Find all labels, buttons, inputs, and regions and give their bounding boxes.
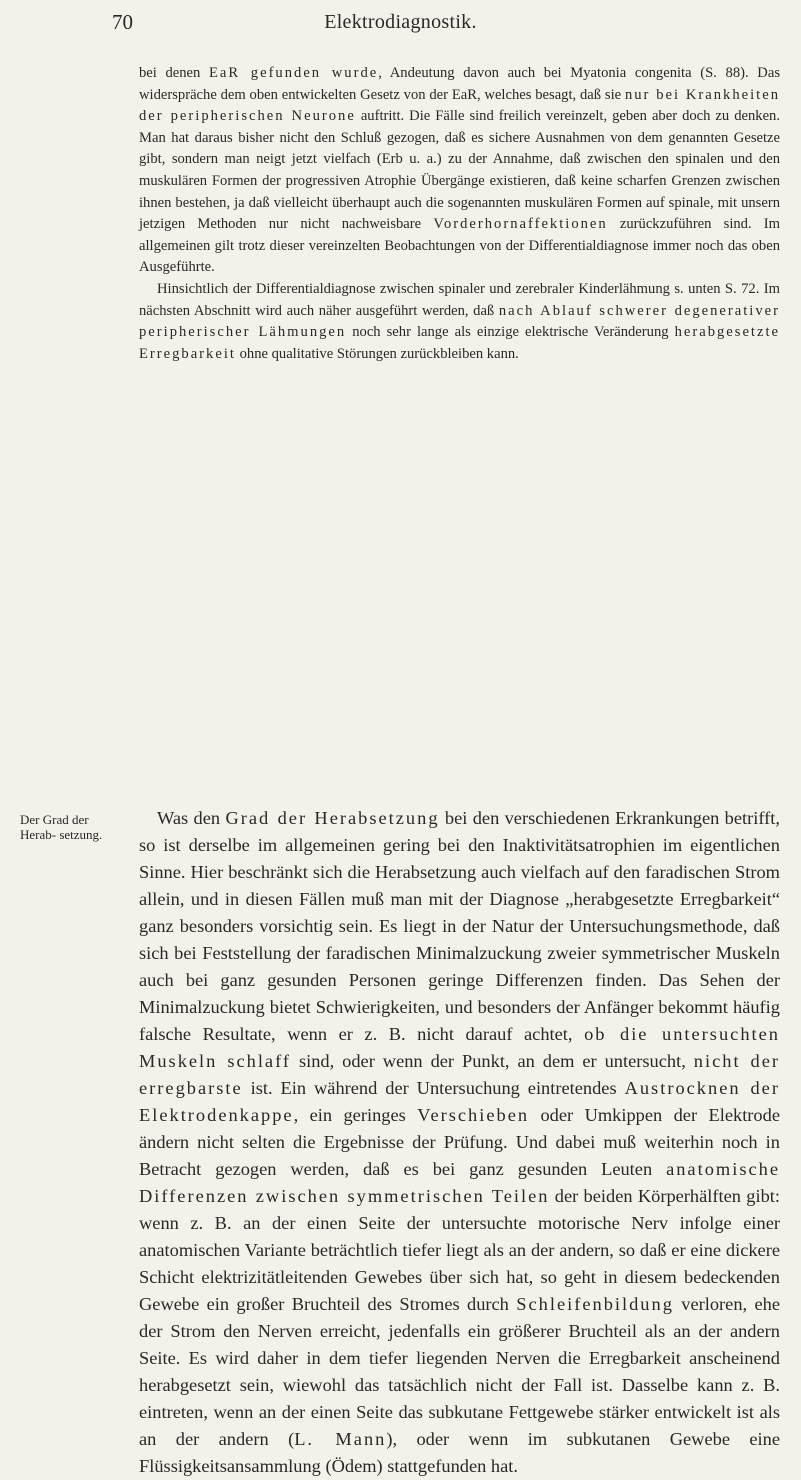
spaced-emphasis: nicht der erregbarste [139, 1051, 780, 1098]
small-text-block [139, 63, 780, 365]
spaced-emphasis: anatomische Differenzen zwischen symmetrischen Teilen [139, 1159, 780, 1206]
spaced-emphasis: Austrocknen der Elektrodenkappe [139, 1078, 780, 1125]
page-number: 70 [112, 10, 133, 34]
running-title: Elektrodiagnostik. [324, 11, 477, 33]
spaced-emphasis: Vorderhornaffektionen [433, 216, 608, 233]
spaced-emphasis: Grad der Herabsetzung [225, 808, 440, 828]
spaced-emphasis: herabgesetzte Erregbarkeit [139, 324, 780, 362]
paragraph: bei denen EaR gefunden wurde, Andeutung davon auch bei Myatonia congenita (S. 88). Das widerspräche dem oben entwickelten Gesetz von der EaR, welches besagt, daß sie nur bei Krankheiten der peripherischen Neurone auftritt. Die Fälle sind freilich vereinzelt, geben aber doch zu denken. Man hat daraus bisher nicht den Schluß gezogen, daß es sichere Ausnahmen von dem genannten Gesetze gibt, sondern man neigt jetzt vielfach (Erb u. a.) zu der Annahme, daß zwischen den spinalen und den muskulären Formen der progressiven Atrophie Übergänge existieren, daß keine scharfen Grenzen zwischen ihnen bestehen, ja daß vielleicht überhaupt auch die sogenannten muskulären Formen auf spinale, mit unsern jetzigen Methoden nur nicht nachweisbare Vorderhornaffektionen zurückzuführen sind. Im allgemeinen gilt trotz dieser vereinzelten Beobachtungen von der Differentialdiagnose immer noch das oben Ausgeführte. [139, 65, 781, 276]
large-text-block [139, 805, 780, 1480]
paragraph: Was den Grad der Herabsetzung bei den verschiedenen Erkrankungen betrifft, so ist derselbe im allgemeinen gering bei den Inaktivitätsatrophien im eigentlichen Sinne. Hier beschränkt sich die Herabsetzung auch vielfach auf den faradischen Strom allein, und in diesen Fällen muß man mit der Diagnose „herabgesetzte Erregbarkeit“ ganz besonders vorsichtig sein. Es liegt in der Natur der Untersuchungsmethode, daß sich bei Feststellung der faradischen Minimalzuckung zweier symmetrischer Muskeln auch bei ganz gesunden Personen geringe Differenzen finden. Das Sehen der Minimalzuckung bietet Schwierigkeiten, und besonders der Anfänger bekommt häufig falsche Resultate, wenn er z. B. nicht darauf achtet, ob die untersuchten Muskeln schlaff sind, oder wenn der Punkt, an dem er untersucht, nicht der erregbarste ist. Ein während der Untersuchung eintretendes Austrocknen der Elektrodenkappe, ein geringes Verschieben oder Umkippen der Elektrode ändern nicht selten die Ergebnisse der Prüfung. Und dabei muß weiterhin noch in Betracht gezogen werden, daß es bei ganz gesunden Leuten anatomische Differenzen zwischen symmetrischen Teilen der beiden Körperhälften gibt: wenn z. B. an der einen Seite der untersuchte motorische Nerv infolge einer anatomischen Variante beträchtlich tiefer liegt als an der andern, so daß er eine dickere Schicht elektrizitätleitenden Gewebes über sich hat, so geht in diesem bedeckenden Gewebe ein großer Bruchteil des Stromes durch Schleifenbildung verloren, ehe der Strom den Nerven erreicht, jedenfalls ein größerer Bruchteil als an der andern Seite. Es wird daher in dem tiefer liegenden Nerven die Erregbarkeit anscheinend herabgesetzt sein, wiewohl das tatsächlich nicht der Fall ist. Dasselbe kann z. B. eintreten, wenn an der einen Seite das subkutane Fettgewebe stärker entwickelt ist als an der andern (L. Mann), oder wenn im subkutanen Gewebe eine Flüssigkeitsansammlung (Ödem) stattgefunden hat. [139, 808, 781, 1476]
spaced-emphasis: Verschieben [417, 1105, 530, 1125]
spaced-emphasis: Schleifenbildung [516, 1294, 674, 1314]
spaced-emphasis: nach Ablauf schwerer degenerativer peripherischer Lähmungen [139, 302, 780, 341]
spaced-emphasis: L. Mann [294, 1429, 387, 1449]
margin-note: Der Grad der Herab- setzung. [20, 812, 103, 842]
paragraph: Hinsichtlich der Differentialdiagnose zwischen spinaler und zerebraler Kinderlähmung s. unten S. 72. Im nächsten Abschnitt wird auch näher ausgeführt werden, daß nach Ablauf schwerer degenerativer peripherischer Lähmungen noch sehr lange als einzige elektrische Veränderung herabgesetzte Erregbarkeit ohne qualitative Störungen zurückbleiben kann. [139, 280, 780, 362]
spaced-emphasis: ob die untersuchten Muskeln schlaff [139, 1024, 780, 1071]
spaced-emphasis: EaR gefunden wurde [209, 65, 379, 81]
spaced-emphasis: nur bei Krankheiten der peripherischen Neurone [139, 86, 780, 125]
page-header [0, 10, 801, 36]
